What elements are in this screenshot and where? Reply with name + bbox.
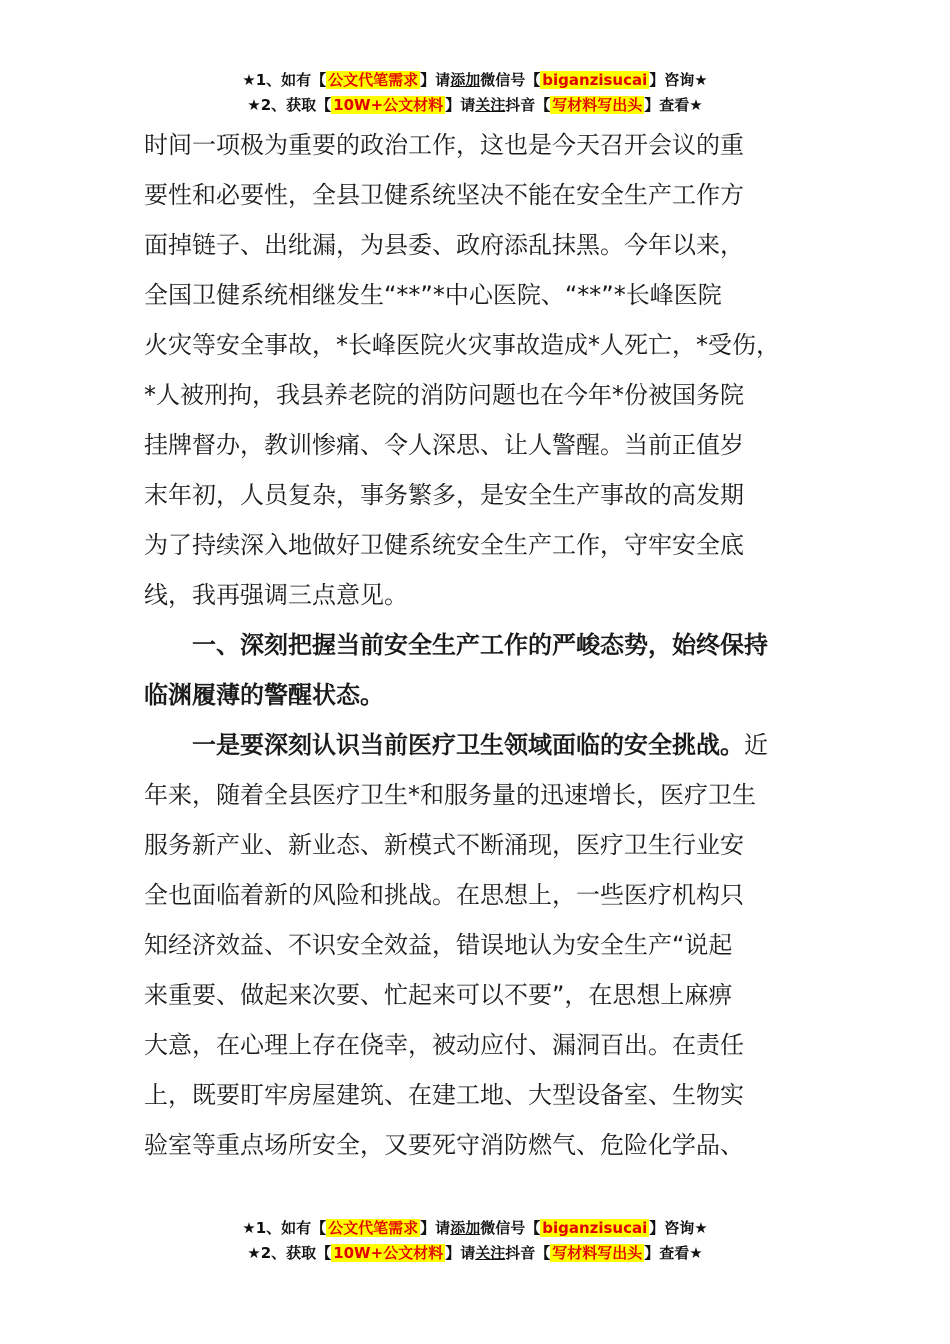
- paragraph-1: [144, 120, 810, 620]
- banner-line-1: [0, 1216, 950, 1241]
- header-banner: [0, 68, 950, 118]
- highlight-service: 公文代笔需求: [328, 71, 419, 89]
- banner-line-2: [0, 1241, 950, 1266]
- text-line: 上，既要盯牢房屋建筑、在建工地、大型设备室、生物实: [144, 1081, 744, 1109]
- text-line: 大意，在心理上存在侥幸，被动应付、漏洞百出。在责任: [144, 1031, 744, 1059]
- document-body: [144, 120, 810, 1170]
- banner-text: 】咨询★: [649, 71, 708, 89]
- text-line: [144, 720, 810, 770]
- text-line: 面掉链子、出纰漏，为县委、政府添乱抹黑。今年以来，: [144, 231, 744, 259]
- banner-text: ★1、如有【: [242, 1219, 327, 1237]
- banner-text: 】请: [420, 1219, 451, 1237]
- banner-emphasis: 关注: [475, 96, 506, 114]
- banner-text: 微信号【: [480, 71, 541, 89]
- paragraph-lead: 一是要深刻认识当前医疗卫生领域面临的安全挑战。: [144, 731, 744, 759]
- banner-line-2: [0, 93, 950, 118]
- text-line: 全国卫健系统相继发生“**”*中心医院、“**”*长峰医院: [144, 281, 722, 309]
- highlight-wechat-id: biganzisucai: [542, 1219, 648, 1237]
- highlight-douyin: 写材料写出头: [552, 1244, 643, 1262]
- text-line: 火灾等安全事故，*长峰医院火灾事故造成*人死亡，*受伤，: [144, 331, 780, 359]
- banner-text: ★2、获取【: [247, 96, 332, 114]
- highlight-wechat-id: biganzisucai: [542, 71, 648, 89]
- footer-banner: [0, 1216, 950, 1266]
- banner-text: 】请: [445, 1244, 476, 1262]
- banner-text: ★2、获取【: [247, 1244, 332, 1262]
- text-line: 验室等重点场所安全，又要死守消防燃气、危险化学品、: [144, 1131, 744, 1159]
- text-line: 要性和必要性，全县卫健系统坚决不能在安全生产工作方: [144, 181, 744, 209]
- banner-text: 】查看★: [644, 96, 703, 114]
- text-line: 知经济效益、不识安全效益，错误地认为安全生产“说起: [144, 931, 733, 959]
- heading-line: 临渊履薄的警醒状态。: [144, 681, 384, 709]
- text-line: 挂牌督办，教训惨痛、令人深思、让人警醒。当前正值岁: [144, 431, 744, 459]
- banner-text: 】请: [420, 71, 451, 89]
- highlight-materials: 10W+公文材料: [333, 1244, 444, 1262]
- highlight-douyin: 写材料写出头: [552, 96, 643, 114]
- highlight-service: 公文代笔需求: [328, 1219, 419, 1237]
- banner-emphasis: 添加: [450, 71, 481, 89]
- text-line: 来重要、做起来次要、忙起来可以不要”，在思想上麻痹: [144, 981, 733, 1009]
- banner-text: 抖音【: [505, 1244, 551, 1262]
- text-line: 时间一项极为重要的政治工作，这也是今天召开会议的重: [144, 131, 744, 159]
- text-line: 服务新产业、新业态、新模式不断涌现，医疗卫生行业安: [144, 831, 744, 859]
- text-line: 为了持续深入地做好卫健系统安全生产工作，守牢安全底: [144, 531, 744, 559]
- paragraph-2: [144, 720, 810, 1170]
- text-line: *人被刑拘，我县养老院的消防问题也在今年*份被国务院: [144, 381, 744, 409]
- banner-text: 微信号【: [480, 1219, 541, 1237]
- banner-text: 】请: [445, 96, 476, 114]
- text-line: 全也面临着新的风险和挑战。在思想上，一些医疗机构只: [144, 881, 744, 909]
- banner-emphasis: 关注: [475, 1244, 506, 1262]
- banner-text: 】查看★: [644, 1244, 703, 1262]
- banner-emphasis: 添加: [450, 1219, 481, 1237]
- banner-text: 】咨询★: [649, 1219, 708, 1237]
- text-line: 线，我再强调三点意见。: [144, 581, 408, 609]
- text-line: 年来，随着全县医疗卫生*和服务量的迅速增长，医疗卫生: [144, 781, 756, 809]
- banner-text: ★1、如有【: [242, 71, 327, 89]
- highlight-materials: 10W+公文材料: [333, 96, 444, 114]
- banner-line-1: [0, 68, 950, 93]
- banner-text: 抖音【: [505, 96, 551, 114]
- heading-line: 一、深刻把握当前安全生产工作的严峻态势，始终保持: [144, 631, 768, 659]
- text-line: 末年初，人员复杂，事务繁多，是安全生产事故的高发期: [144, 481, 744, 509]
- section-heading-1: [144, 620, 810, 720]
- text-run: 近: [744, 731, 768, 759]
